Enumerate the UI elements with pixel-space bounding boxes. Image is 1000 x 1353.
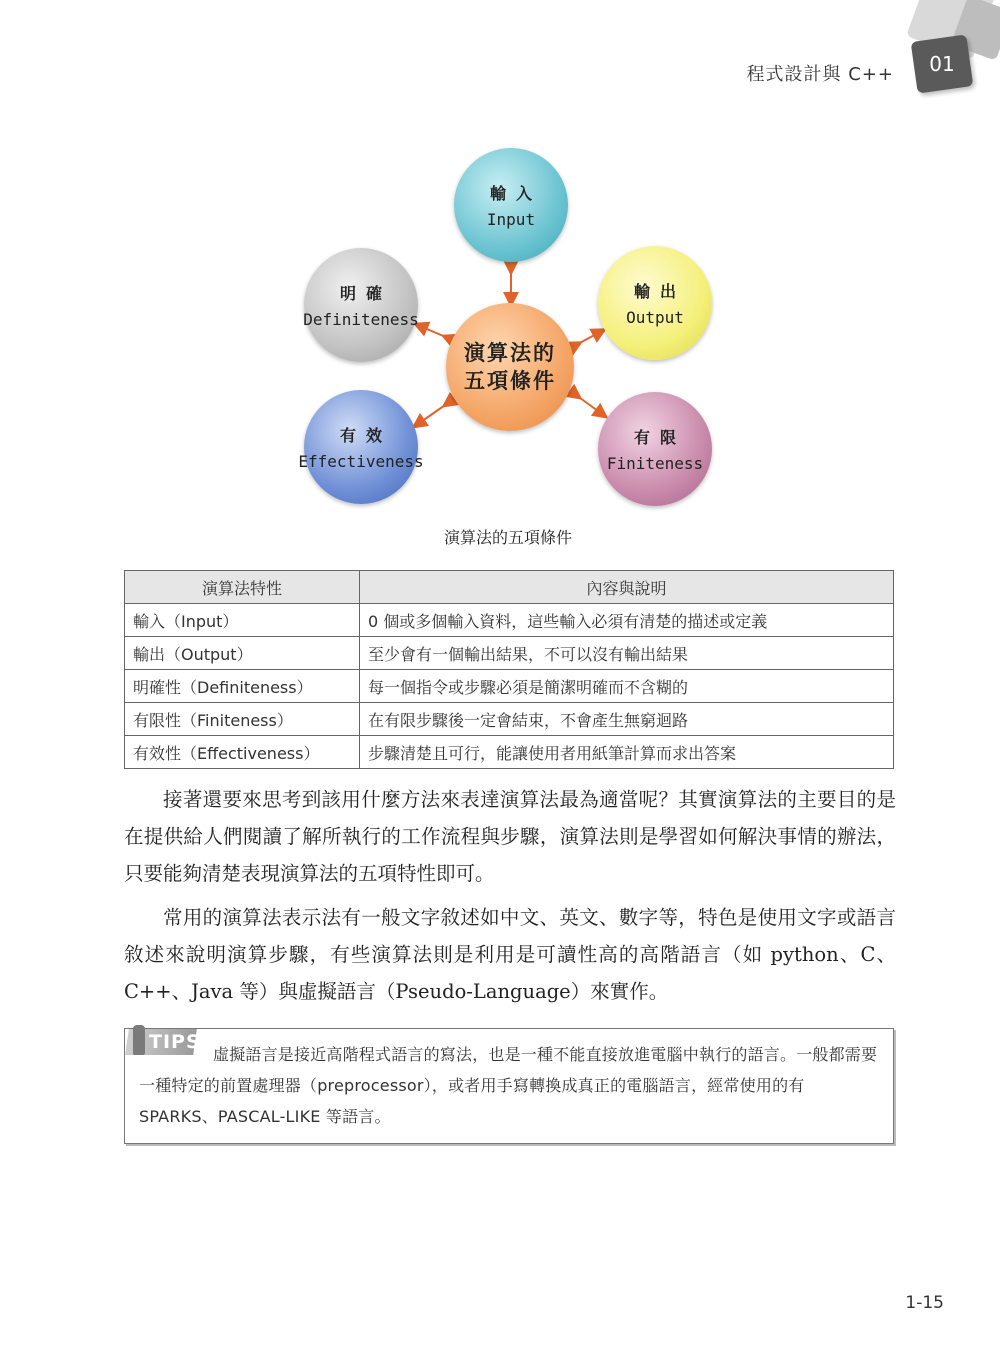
finiteness-en: Finiteness [606, 454, 704, 473]
table-cell: 步驟清楚且可行，能讓使用者用紙筆計算而求出答案 [360, 736, 894, 769]
arrow-definiteness [420, 326, 448, 338]
table-cell: 輸出（Output） [125, 637, 360, 670]
paragraph-text: 接著還要來思考到該用什麼方法來表達演算法最為適當呢？其實演算法的主要目的是在提供給人們閱讀了解所執行的工作流程與步驟，演算法則是學習如何解決事情的辦法，只要能夠清楚表現演算法的五項特性即可。 [124, 788, 896, 885]
table-cell: 至少會有一個輸出結果，不可以沒有輸出結果 [360, 637, 894, 670]
output-zh: 輸出 [633, 282, 686, 301]
effectiveness-zh: 有效 [339, 426, 392, 445]
table-cell: 輸入（Input） [125, 604, 360, 637]
table-header: 演算法特性 [125, 571, 360, 604]
properties-table [124, 570, 894, 769]
effectiveness-en: Effectiveness [298, 452, 424, 471]
table-row [125, 670, 894, 703]
diagram-caption: 演算法的五項條件 [443, 528, 572, 547]
node-output [598, 246, 712, 360]
node-effectiveness [298, 390, 424, 504]
arrows-layer [0, 0, 1000, 560]
table-cell: 有效性（Effectiveness） [125, 736, 360, 769]
center-node [446, 303, 574, 431]
tips-label: TIPS [149, 1031, 201, 1053]
center-line-1: 演算法的 [464, 341, 556, 365]
table-row [125, 637, 894, 670]
node-definiteness [304, 248, 418, 362]
chapter-number: 01 [929, 52, 955, 76]
definiteness-zh: 明確 [339, 284, 392, 303]
tips-text: 虛擬語言是接近高階程式語言的寫法，也是一種不能直接放進電腦中執行的語言。一般都需要一種特定的前置處理器（preprocessor），或者用手寫轉換成真正的電腦語言，經常使用的有 SPARKS、PASCAL-LIKE 等語言。 [139, 1045, 878, 1126]
arrow-effectiveness [418, 403, 448, 424]
paragraph-1 [124, 781, 896, 892]
page-number: 1-15 [905, 1293, 944, 1313]
input-zh: 輸入 [489, 184, 542, 203]
table-cell: 0 個或多個輸入資料，這些輸入必須有清楚的描述或定義 [360, 604, 894, 637]
input-en: Input [486, 210, 536, 229]
table-row [125, 736, 894, 769]
table-header-row [125, 571, 894, 604]
book-title: 程式設計與 C++ [746, 64, 894, 85]
table-header: 內容與說明 [360, 571, 894, 604]
table-cell: 每一個指令或步驟必須是簡潔明確而不含糊的 [360, 670, 894, 703]
node-finiteness [598, 392, 712, 506]
table-cell: 在有限步驟後一定會結束，不會產生無窮迴路 [360, 703, 894, 736]
arrow-output [576, 332, 600, 345]
paragraph-2 [124, 899, 896, 1010]
paragraph-text: 常用的演算法表示法有一般文字敘述如中文、英文、數字等，特色是使用文字或語言敘述來說明演算步驟，有些演算法則是利用是可讀性高的高階語言（如 python、C、C++、Java 等）與虛擬語言（Pseudo-Language）來實作。 [124, 906, 896, 1003]
table-row [125, 604, 894, 637]
output-en: Output [626, 308, 684, 327]
definiteness-en: Definiteness [303, 310, 419, 329]
node-input [454, 148, 568, 262]
center-line-2: 五項條件 [464, 369, 556, 393]
five-conditions-diagram [0, 0, 1000, 560]
finiteness-zh: 有限 [633, 428, 686, 447]
table-cell: 明確性（Definiteness） [125, 670, 360, 703]
table-row [125, 703, 894, 736]
tips-box [124, 1028, 894, 1144]
arrow-finiteness [576, 395, 602, 414]
table-cell: 有限性（Finiteness） [125, 703, 360, 736]
